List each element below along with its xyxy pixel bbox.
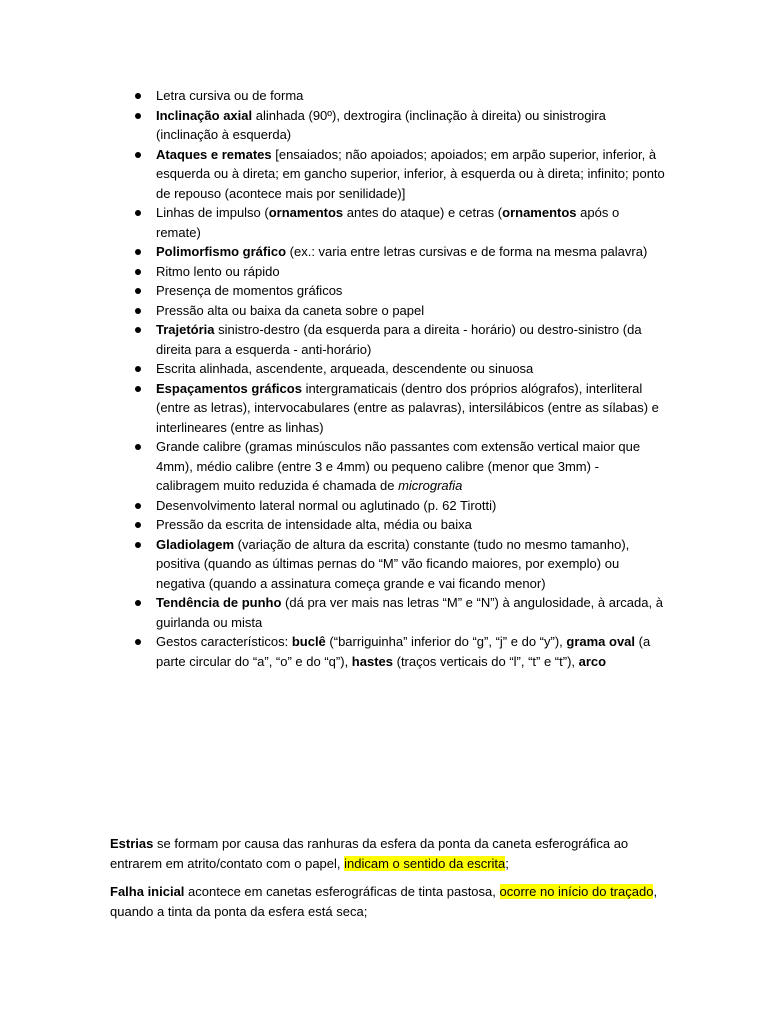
list-item <box>156 593 666 632</box>
bold-text: Trajetória <box>156 322 215 337</box>
text-run: Presença de momentos gráficos <box>156 283 343 298</box>
list-item <box>156 262 666 282</box>
text-run: Ritmo lento ou rápido <box>156 263 280 279</box>
text-run: , quando a tinta da ponta da esfera está seca; <box>110 884 658 919</box>
text-run: (ex.: varia entre letras cursivas e de forma na mesma palavra) <box>286 244 648 259</box>
text-run: (“barriguinha” inferior do “g”, “j” e do “y”), <box>325 634 567 649</box>
text-run: Pressão alta ou baixa da caneta sobre o papel <box>156 302 425 318</box>
text-run: após o remate) <box>156 205 620 240</box>
text-run: (a parte circular do “a”, “o” e do “q”), <box>156 634 651 669</box>
text-run: Gestos característicos: <box>156 634 292 649</box>
paragraph-falha-inicial <box>110 882 670 921</box>
bold-text: Tendência de punho <box>156 595 282 610</box>
text-run: Pressão da escrita de intensidade alta, média ou baixa <box>156 517 472 532</box>
text-run: [ensaiados; não apoiados; apoiados; em arpão superior, inferior, à esquerda ou à direta; em gancho superior, inferior, à esquerda ou à direta; infinito; ponto de repouso (acontece mais por senilidade)] <box>156 146 665 201</box>
text-run: sinistro-destro (da esquerda para a direita - horário) ou destro-sinistro (da direita para a esquerda - anti-horário) <box>156 322 642 357</box>
list-item <box>156 496 666 516</box>
text-run: intergramaticais (dentro dos próprios alógrafos), interliteral (entre as letras), intervocabulares (entre as palavras), intersilábicos (entre as sílabas) e interlineares (entre as linhas) <box>156 380 659 435</box>
highlighted-text: ocorre no início do traçado <box>499 884 654 899</box>
list-item <box>156 242 666 262</box>
bold-text: grama oval <box>566 634 636 649</box>
list-item <box>156 145 666 204</box>
highlighted-text: indicam o sentido da escrita <box>344 855 506 871</box>
list-item <box>156 379 666 438</box>
list-item <box>156 535 666 594</box>
text-run: antes do ataque) e cetras ( <box>343 205 503 220</box>
text-run: Escrita alinhada, ascendente, arqueada, descendente ou sinuosa <box>156 361 534 376</box>
list-item <box>156 515 666 535</box>
list-item <box>156 437 666 496</box>
text-run: (traços verticais do “l”, “t” e “t”), <box>393 653 579 669</box>
text-run: (variação de altura da escrita) constante (tudo no mesmo tamanho), positiva (quando as últimas pernas do “M” vão ficando maiores, por exemplo) ou negativa (quando a assinatura começa grande e vai ficando menor) <box>156 536 630 591</box>
list-item <box>156 203 666 242</box>
bold-text: Polimorfismo gráfico <box>156 244 287 259</box>
list-item <box>156 632 666 671</box>
paragraph-estrias <box>110 834 670 873</box>
bold-text: hastes <box>351 653 393 669</box>
bold-text: Espaçamentos gráficos <box>156 380 302 396</box>
bold-text: Inclinação axial <box>156 107 253 123</box>
bold-text: ornamentos <box>502 205 577 220</box>
list-item <box>156 106 666 145</box>
text-run: alinhada (90º), dextrogira (inclinação à direita) ou sinistrogira (inclinação à esquerda) <box>156 107 606 142</box>
text-run: (dá pra ver mais nas letras “M” e “N”) à angulosidade, à arcada, à guirlanda ou mista <box>156 595 663 630</box>
bold-text: ornamentos <box>268 205 344 220</box>
text-run: acontece em canetas esferográficas de tinta pastosa, <box>184 884 500 899</box>
text-run: Letra cursiva ou de forma <box>156 88 304 103</box>
italic-text: micrografia <box>398 478 463 493</box>
text-run: Linhas de impulso ( <box>156 205 269 220</box>
text-run: Desenvolvimento lateral normal ou aglutinado (p. 62 Tirotti) <box>156 497 497 513</box>
list-item <box>156 301 666 321</box>
bold-text: Estrias <box>110 836 154 851</box>
list-item <box>156 320 666 359</box>
list-item <box>156 86 666 106</box>
bold-text: Ataques e remates <box>156 146 272 162</box>
text-run: Grande calibre (gramas minúsculos não passantes com extensão vertical maior que 4mm), médio calibre (entre 3 e 4mm) ou pequeno calibre (menor que 3mm) - calibragem muito reduzida é chamada de <box>156 439 641 493</box>
bold-text: Falha inicial <box>110 884 185 899</box>
list-item <box>156 359 666 379</box>
bold-text: buclê <box>291 634 326 649</box>
bold-text: arco <box>578 653 607 669</box>
bullet-list <box>156 86 666 671</box>
bold-text: Gladiolagem <box>156 536 235 552</box>
text-run: ; <box>505 855 509 871</box>
text-run: se formam por causa das ranhuras da esfera da ponta da caneta esferográfica ao entrarem em atrito/contato com o papel, <box>110 836 629 871</box>
list-item <box>156 281 666 301</box>
